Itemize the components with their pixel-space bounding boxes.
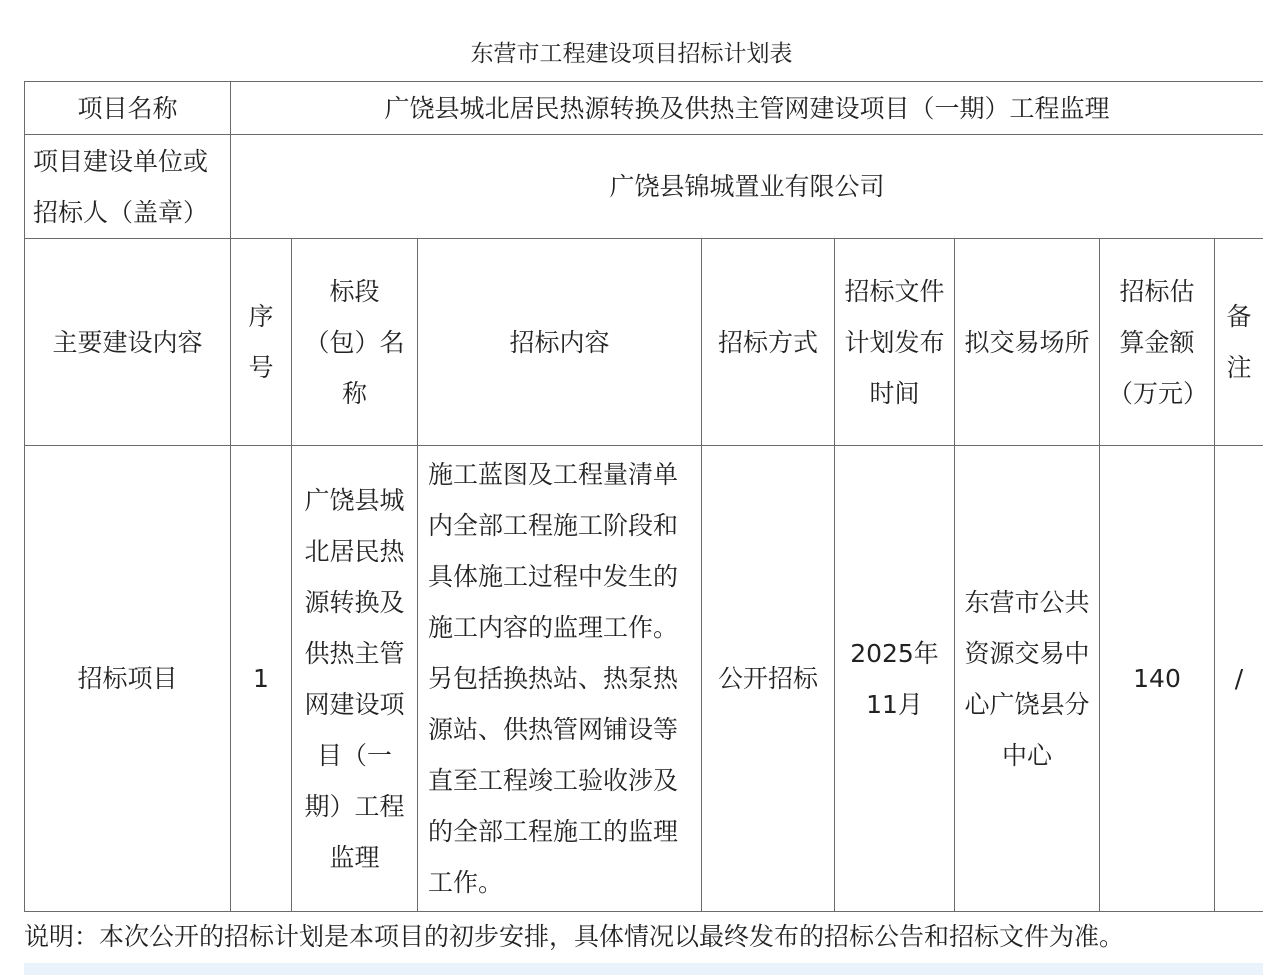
tender-plan-table xyxy=(24,81,1263,912)
table-header-row xyxy=(25,239,1263,446)
header-content: 招标内容 xyxy=(418,239,702,446)
owner-value: 广饶县锦城置业有限公司 xyxy=(231,135,1263,239)
project-name-value: 广饶县城北居民热源转换及供热主管网建设项目（一期）工程监理 xyxy=(231,82,1263,135)
header-method: 招标方式 xyxy=(702,239,835,446)
item-venue: 东营市公共资源交易中心广饶县分中心 xyxy=(955,446,1100,912)
header-remark: 备注 xyxy=(1215,239,1263,446)
header-publish-time: 招标文件计划发布时间 xyxy=(835,239,955,446)
item-publish-time: 2025年11月 xyxy=(835,446,955,912)
item-seq: 1 xyxy=(231,446,292,912)
item-content: 施工蓝图及工程量清单内全部工程施工阶段和具体施工过程中发生的施工内容的监理工作。另包括换热站、热泵热源站、供热管网铺设等直至工程竣工验收涉及的全部工程施工的监理工作。 xyxy=(418,446,702,912)
item-category: 招标项目 xyxy=(25,446,231,912)
footer-note: 说明：本次公开的招标计划是本项目的初步安排，具体情况以最终发布的招标公告和招标文件为准。 xyxy=(24,922,1125,951)
header-amount: 招标估算金额（万元） xyxy=(1100,239,1215,446)
table-row-project-name xyxy=(25,82,1263,135)
page-title: 东营市工程建设项目招标计划表 xyxy=(470,41,793,67)
item-amount: 140 xyxy=(1100,446,1215,912)
header-main-content: 主要建设内容 xyxy=(25,239,231,446)
item-section: 广饶县城北居民热源转换及供热主管网建设项目（一期）工程监理 xyxy=(292,446,418,912)
project-name-label: 项目名称 xyxy=(25,82,231,135)
table-row-owner xyxy=(25,135,1263,239)
header-section: 标段（包）名称 xyxy=(292,239,418,446)
item-remark: / xyxy=(1215,446,1263,912)
item-method: 公开招标 xyxy=(702,446,835,912)
header-venue: 拟交易场所 xyxy=(955,239,1100,446)
header-seq: 序号 xyxy=(231,239,292,446)
table-row xyxy=(25,446,1263,912)
owner-label: 项目建设单位或招标人（盖章） xyxy=(25,135,231,239)
bottom-strip xyxy=(24,963,1263,975)
